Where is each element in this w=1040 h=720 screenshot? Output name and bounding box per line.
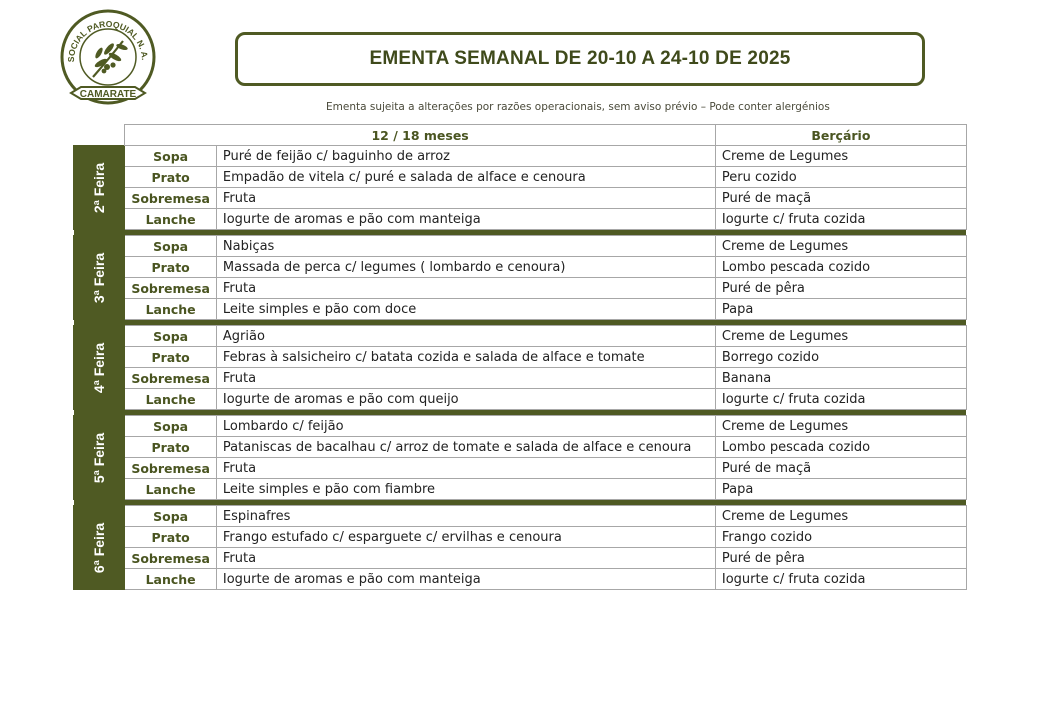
meal-type-cell: Sobremesa xyxy=(125,548,217,569)
table-row xyxy=(74,506,967,527)
table-row xyxy=(74,278,967,299)
bercario-cell: Iogurte c/ fruta cozida xyxy=(715,569,966,590)
meal-type-cell: Sopa xyxy=(125,326,217,347)
page-title: EMENTA SEMANAL DE 20-10 A 24-10 DE 2025 xyxy=(369,48,791,69)
bercario-cell: Puré de maçã xyxy=(715,188,966,209)
table-row xyxy=(74,548,967,569)
logo-ribbon-text: CAMARATE xyxy=(79,89,137,100)
table-row xyxy=(74,257,967,278)
dish-cell: Agrião xyxy=(216,326,715,347)
dish-cell: Empadão de vitela c/ puré e salada de alface e cenoura xyxy=(216,167,715,188)
dish-cell: Iogurte de aromas e pão com manteiga xyxy=(216,209,715,230)
meal-type-cell: Prato xyxy=(125,527,217,548)
dish-cell: Nabiças xyxy=(216,236,715,257)
table-row xyxy=(74,347,967,368)
meal-type-cell: Sobremesa xyxy=(125,278,217,299)
dish-cell: Fruta xyxy=(216,458,715,479)
header-row xyxy=(74,125,967,146)
title-box xyxy=(235,32,925,86)
table-row xyxy=(74,236,967,257)
table-row xyxy=(74,389,967,410)
meal-type-cell: Sopa xyxy=(125,506,217,527)
dish-cell: Leite simples e pão com fiambre xyxy=(216,479,715,500)
bercario-cell: Creme de Legumes xyxy=(715,416,966,437)
table-row xyxy=(74,416,967,437)
table-row xyxy=(74,458,967,479)
bercario-cell: Banana xyxy=(715,368,966,389)
bercario-cell: Borrego cozido xyxy=(715,347,966,368)
disclaimer-text: Ementa sujeita a alterações por razões operacionais, sem aviso prévio – Pode conter alergénios xyxy=(326,101,830,113)
dish-cell: Massada de perca c/ legumes ( lombardo e cenoura) xyxy=(216,257,715,278)
bercario-cell: Peru cozido xyxy=(715,167,966,188)
meal-type-cell: Prato xyxy=(125,437,217,458)
table-row xyxy=(74,479,967,500)
meal-type-cell: Sopa xyxy=(125,236,217,257)
dish-cell: Pataniscas de bacalhau c/ arroz de tomate e salada de alface e cenoura xyxy=(216,437,715,458)
logo-arc-text: SOCIAL PAROQUIAL N. A. xyxy=(65,18,151,63)
column-header-bercario: Berçário xyxy=(715,125,966,146)
table-row xyxy=(74,188,967,209)
dish-cell: Puré de feijão c/ baguinho de arroz xyxy=(216,146,715,167)
weekly-menu-table xyxy=(73,124,967,590)
bercario-cell: Lombo pescada cozido xyxy=(715,437,966,458)
day-label: 4ª Feira xyxy=(91,342,108,393)
dish-cell: Fruta xyxy=(216,188,715,209)
dish-cell: Fruta xyxy=(216,548,715,569)
table-row xyxy=(74,569,967,590)
logo-seal xyxy=(57,5,159,115)
table-row xyxy=(74,326,967,347)
meal-type-cell: Prato xyxy=(125,257,217,278)
bercario-cell: Creme de Legumes xyxy=(715,146,966,167)
bercario-cell: Puré de pêra xyxy=(715,278,966,299)
day-label-cell xyxy=(74,506,125,590)
dish-cell: Fruta xyxy=(216,368,715,389)
meal-type-cell: Prato xyxy=(125,347,217,368)
bercario-cell: Creme de Legumes xyxy=(715,506,966,527)
bercario-cell: Papa xyxy=(715,479,966,500)
bercario-cell: Frango cozido xyxy=(715,527,966,548)
meal-type-cell: Sobremesa xyxy=(125,188,217,209)
bercario-cell: Iogurte c/ fruta cozida xyxy=(715,209,966,230)
meal-type-cell: Lanche xyxy=(125,389,217,410)
day-label-cell xyxy=(74,416,125,500)
table-row xyxy=(74,209,967,230)
bercario-cell: Creme de Legumes xyxy=(715,326,966,347)
olive-branch-seal-icon xyxy=(57,5,159,115)
table-row xyxy=(74,437,967,458)
bercario-cell: Lombo pescada cozido xyxy=(715,257,966,278)
meal-type-cell: Sopa xyxy=(125,416,217,437)
meal-type-cell: Sopa xyxy=(125,146,217,167)
meal-type-cell: Sobremesa xyxy=(125,458,217,479)
meal-type-cell: Lanche xyxy=(125,479,217,500)
column-header-12-18: 12 / 18 meses xyxy=(125,125,716,146)
dish-cell: Iogurte de aromas e pão com manteiga xyxy=(216,569,715,590)
day-label: 5ª Feira xyxy=(91,432,108,483)
meal-type-cell: Lanche xyxy=(125,299,217,320)
day-label-cell xyxy=(74,146,125,230)
bercario-cell: Puré de maçã xyxy=(715,458,966,479)
day-label: 6ª Feira xyxy=(91,522,108,573)
dish-cell: Leite simples e pão com doce xyxy=(216,299,715,320)
table-row xyxy=(74,368,967,389)
dish-cell: Lombardo c/ feijão xyxy=(216,416,715,437)
table-row xyxy=(74,146,967,167)
meal-type-cell: Prato xyxy=(125,167,217,188)
dish-cell: Iogurte de aromas e pão com queijo xyxy=(216,389,715,410)
table-row xyxy=(74,167,967,188)
bercario-cell: Papa xyxy=(715,299,966,320)
bercario-cell: Iogurte c/ fruta cozida xyxy=(715,389,966,410)
dish-cell: Febras à salsicheiro c/ batata cozida e salada de alface e tomate xyxy=(216,347,715,368)
table-row xyxy=(74,299,967,320)
corner-cell xyxy=(74,125,125,146)
day-label: 3ª Feira xyxy=(91,252,108,303)
dish-cell: Frango estufado c/ esparguete c/ ervilhas e cenoura xyxy=(216,527,715,548)
bercario-cell: Creme de Legumes xyxy=(715,236,966,257)
day-label-cell xyxy=(74,236,125,320)
bercario-cell: Puré de pêra xyxy=(715,548,966,569)
day-label: 2ª Feira xyxy=(91,162,108,213)
dish-cell: Espinafres xyxy=(216,506,715,527)
meal-type-cell: Sobremesa xyxy=(125,368,217,389)
meal-type-cell: Lanche xyxy=(125,209,217,230)
meal-type-cell: Lanche xyxy=(125,569,217,590)
day-label-cell xyxy=(74,326,125,410)
dish-cell: Fruta xyxy=(216,278,715,299)
table-row xyxy=(74,527,967,548)
